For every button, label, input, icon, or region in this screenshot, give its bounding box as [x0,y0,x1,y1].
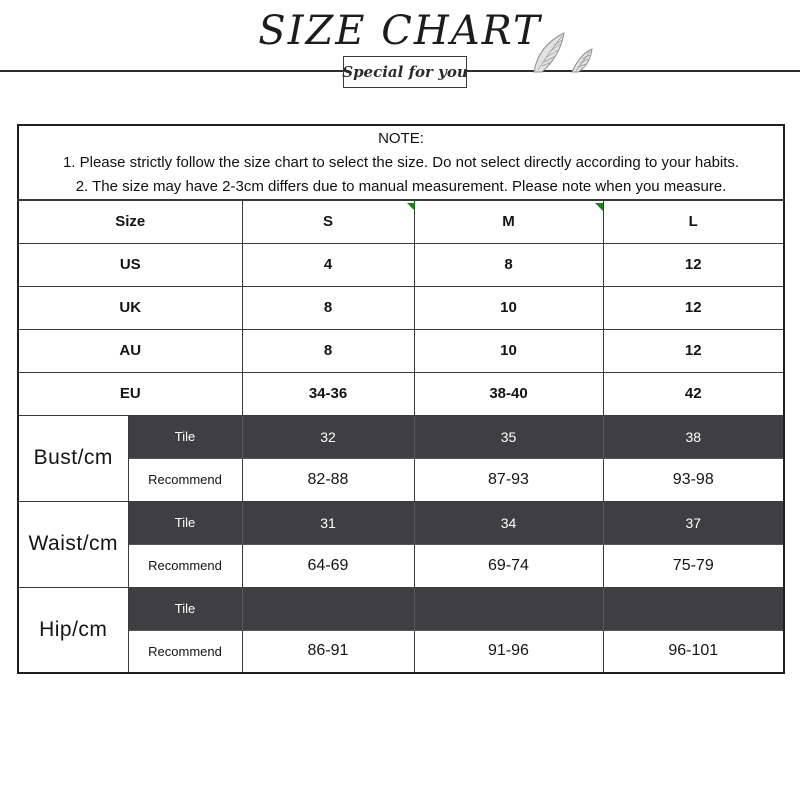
hip-tile-m [414,587,603,630]
row-label-bust: Bust/cm [18,415,128,501]
table-row-hip-tile [18,587,784,630]
hip-tile-label: Tile [128,587,242,630]
page-title: SIZE CHART [258,8,542,54]
au-l: 12 [603,329,784,372]
row-label-waist: Waist/cm [18,501,128,587]
row-label-size: Size [18,200,242,243]
feather-icon [518,30,604,74]
hip-recommend-l: 96-101 [603,630,784,673]
note-cell [18,125,784,200]
waist-recommend-l: 75-79 [603,544,784,587]
table-row-waist-tile [18,501,784,544]
note-title: NOTE: [378,129,424,147]
row-label-uk: UK [18,286,242,329]
table-row-au [18,329,784,372]
ribbon-label: Special for you [342,63,468,81]
row-label-eu: EU [18,372,242,415]
au-m: 10 [414,329,603,372]
page-header [0,0,800,110]
size-l: L [603,200,784,243]
waist-tile-m: 34 [414,501,603,544]
uk-m: 10 [414,286,603,329]
uk-l: 12 [603,286,784,329]
size-chart-table [17,124,785,674]
table-row-eu [18,372,784,415]
bust-tile-m: 35 [414,415,603,458]
bust-tile-label: Tile [128,415,242,458]
waist-tile-label: Tile [128,501,242,544]
hip-recommend-label: Recommend [128,630,242,673]
eu-s: 34-36 [242,372,414,415]
table-row-size [18,200,784,243]
table-row-hip-recommend [18,630,784,673]
table-row-waist-recommend [18,544,784,587]
us-m: 8 [414,243,603,286]
note-row [18,125,784,200]
hip-tile-l [603,587,784,630]
note-line-1: 1. Please strictly follow the size chart to select the size. Do not select directly according to your habits. [62,153,740,171]
us-l: 12 [603,243,784,286]
table-row-uk [18,286,784,329]
waist-tile-s: 31 [242,501,414,544]
waist-recommend-m: 69-74 [414,544,603,587]
row-label-au: AU [18,329,242,372]
waist-tile-l: 37 [603,501,784,544]
bust-tile-s: 32 [242,415,414,458]
bust-recommend-m: 87-93 [414,458,603,501]
size-m: M [414,200,603,243]
table-row-us [18,243,784,286]
row-label-hip: Hip/cm [18,587,128,673]
au-s: 8 [242,329,414,372]
ribbon-badge [343,56,467,88]
eu-l: 42 [603,372,784,415]
table-row-bust-tile [18,415,784,458]
uk-s: 8 [242,286,414,329]
size-s: S [242,200,414,243]
size-chart-table-wrap [17,124,783,674]
table-row-bust-recommend [18,458,784,501]
us-s: 4 [242,243,414,286]
waist-recommend-s: 64-69 [242,544,414,587]
row-label-us: US [18,243,242,286]
bust-tile-l: 38 [603,415,784,458]
hip-recommend-s: 86-91 [242,630,414,673]
waist-recommend-label: Recommend [128,544,242,587]
hip-recommend-m: 91-96 [414,630,603,673]
bust-recommend-l: 93-98 [603,458,784,501]
bust-recommend-label: Recommend [128,458,242,501]
bust-recommend-s: 82-88 [242,458,414,501]
hip-tile-s [242,587,414,630]
eu-m: 38-40 [414,372,603,415]
note-line-2: 2. The size may have 2-3cm differs due to manual measurement. Please note when you measure. [75,177,727,195]
